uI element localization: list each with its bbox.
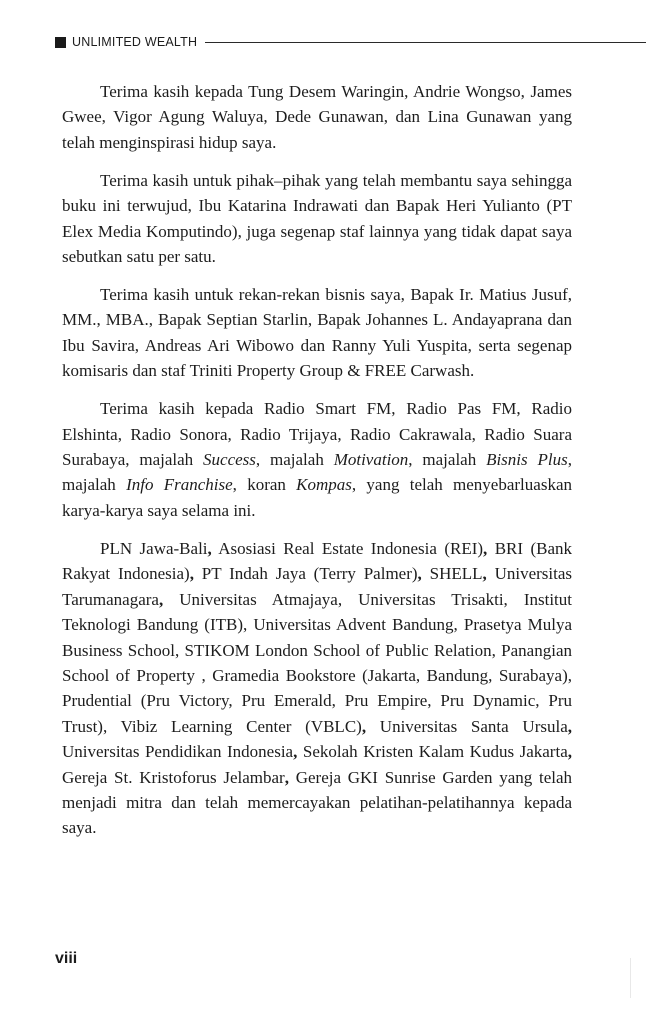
paragraph-acknowledgement-business-partners: Terima kasih untuk rekan-rekan bisnis saya, Bapak Ir. Matius Jusuf, MM., MBA., Bapak Septian Starlin, Bapak Johannes L. Andayaprana dan Ibu Savira, Andreas Ari Wibowo dan Ranny Yuli Yuspita, serta segenap komisaris dan staf Triniti Property Group & FREE Carwash.: [62, 285, 572, 381]
bold-comma: ,: [284, 767, 289, 787]
text-run: Universitas Atmajaya, Universitas Trisakti, Institut Teknologi Bandung (ITB), Universitas Advent Bandung, Prasetya Mulya Business School, STIKOM London School of Public Relation, Panangian School of Property , Gramedia Bookstore (Jakarta, Bandung, Surabaya), Prudential (Pru Victory, Pru Emerald, Pru Empire, Pru Dynamic, Pru Trust), Vibiz Learning Center (VBLC): [62, 589, 572, 736]
paragraph-acknowledgement-clients: [62, 536, 572, 841]
newspaper-title-kompas: Kompas: [296, 475, 352, 495]
header-square-marker: [55, 37, 66, 48]
faint-margin-mark: [630, 958, 643, 998]
text-run: Universitas Pendidikan Indonesia: [62, 742, 294, 762]
text-run: Universitas Tarumanagara: [62, 564, 572, 609]
running-header-title: UNLIMITED WEALTH: [72, 35, 198, 49]
magazine-title-success: Success: [203, 450, 256, 470]
bold-comma: ,: [567, 742, 572, 762]
magazine-title-motivation: Motivation: [333, 450, 409, 470]
bold-comma: ,: [361, 716, 367, 736]
paragraph-acknowledgement-publisher: Terima kasih untuk pihak–pihak yang telah membantu saya sehingga buku ini terwujud, Ibu Katarina Indrawati dan Bapak Heri Yulianto (PT Elex Media Komputindo), juga segenap staf lainnya yang tidak dapat saya sebutkan satu per satu.: [62, 170, 572, 267]
bold-comma: ,: [293, 742, 298, 762]
header-rule: [205, 42, 646, 43]
text-run: , majalah: [255, 450, 334, 470]
text-run: Gereja GKI Sunrise Garden yang telah menjadi mitra dan telah memercayakan pelatihan-pelatihannya kepada saya.: [62, 767, 573, 838]
bold-comma: ,: [567, 716, 572, 736]
bold-comma: ,: [207, 538, 212, 558]
bold-comma: ,: [482, 564, 487, 584]
text-run: Asosiasi Real Estate Indonesia (REI): [211, 538, 484, 558]
text-run: , majalah: [408, 450, 487, 470]
magazine-title-info-franchise: Info Franchise: [126, 475, 233, 495]
text-run: SHELL: [421, 564, 483, 584]
text-run: Universitas Santa Ursula: [366, 716, 568, 736]
page-number: viii: [55, 950, 78, 967]
text-run: PT Indah Jaya (Terry Palmer): [193, 564, 418, 584]
paragraph-acknowledgement-inspirations: Terima kasih kepada Tung Desem Waringin, Andrie Wongso, James Gwee, Vigor Agung Waluya, Dede Gunawan, dan Lina Gunawan yang telah menginspirasi hidup saya.: [62, 82, 572, 152]
text-run: Terima kasih kepada Radio Smart FM, Radio Pas FM, Radio Elshinta, Radio Sonora, Radio Trijaya, Radio Cakrawala, Radio Suara Surabaya, majalah: [62, 399, 572, 470]
text-run: Sekolah Kristen Kalam Kudus Jakarta: [297, 742, 568, 762]
bold-comma: ,: [483, 538, 488, 558]
body-text: [62, 79, 572, 853]
magazine-title-bisnis-plus: Bisnis Plus: [486, 450, 568, 470]
text-run: , yang telah menyebarluaskan karya-karya saya selama ini.: [62, 475, 572, 520]
paragraph-acknowledgement-media: [62, 396, 572, 523]
bold-comma: ,: [189, 564, 194, 584]
text-run: , majalah: [62, 450, 572, 495]
text-run: BRI (Bank Rakyat Indonesia): [62, 538, 573, 584]
text-run: , koran: [232, 475, 297, 495]
running-header: [55, 33, 646, 51]
text-run: PLN Jawa-Bali: [100, 538, 208, 558]
bold-comma: ,: [158, 589, 164, 609]
text-run: Gereja St. Kristoforus Jelambar: [62, 767, 285, 787]
bold-comma: ,: [417, 564, 422, 584]
